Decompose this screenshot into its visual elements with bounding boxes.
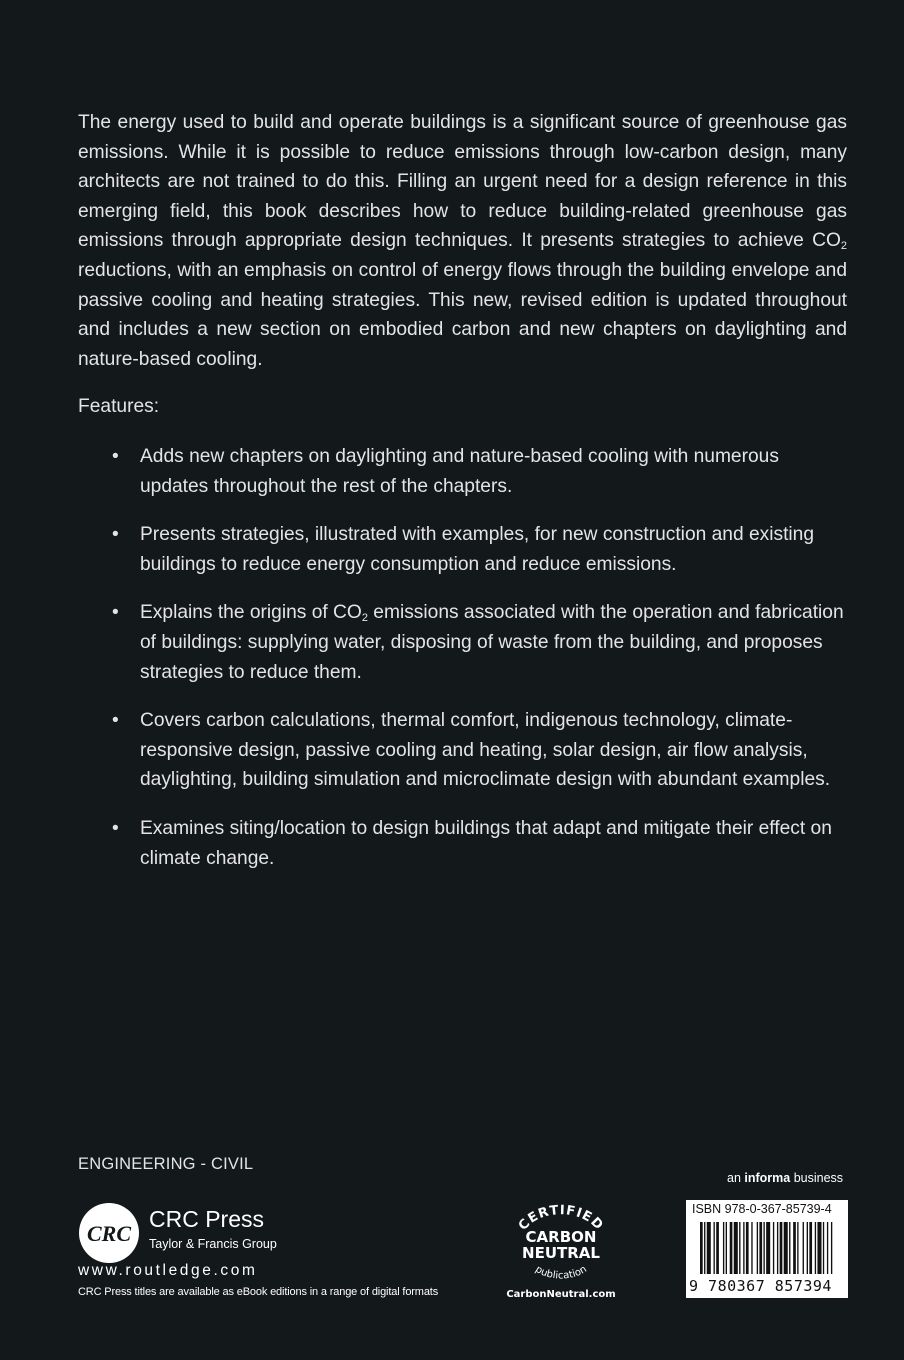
barcode-icon (686, 1222, 848, 1282)
barcode-bar (797, 1222, 798, 1274)
barcode-bar (707, 1222, 711, 1274)
barcode-bar (803, 1222, 804, 1274)
barcode-bar (777, 1222, 778, 1274)
bullet-icon: • (112, 602, 119, 624)
barcode-digits: 9 780367 857394 (689, 1277, 832, 1295)
list-item: • Examines siting/location to design buildings that adapt and mitigate their effect on climate change. (112, 814, 852, 873)
features-list (112, 442, 852, 892)
barcode-bar (757, 1222, 758, 1274)
informa-tagline: an informa business (727, 1171, 844, 1185)
barcode-bar (743, 1222, 744, 1274)
bullet-icon: • (112, 817, 119, 839)
barcode-bar (730, 1222, 733, 1274)
list-item: • Adds new chapters on daylighting and nature-based cooling with numerous updates throughout the rest of the chapters. (112, 442, 852, 501)
barcode-bar (823, 1222, 824, 1274)
list-item: • Covers carbon calculations, thermal comfort, indigenous technology, climate-responsive design, passive cooling and heating, solar design, air flow analysis, daylighting, building simulation and microclimate design with abundant examples. (112, 706, 852, 795)
barcode-bar (793, 1222, 796, 1274)
badge-line2: NEUTRAL (522, 1244, 600, 1262)
barcode-bar (734, 1222, 738, 1274)
barcode-bar (726, 1222, 727, 1274)
barcode-bar (780, 1222, 783, 1274)
isbn-label: ISBN 978-0-367-85739-4 (692, 1202, 832, 1216)
list-item: • Presents strategies, illustrated with examples, for new construction and existing buildings to reduce energy consumption and reduce emissions. (112, 520, 852, 579)
barcode-bar (815, 1222, 816, 1274)
barcode-bar (773, 1222, 774, 1274)
isbn-barcode (686, 1200, 848, 1298)
barcode-bar (831, 1222, 832, 1274)
barcode-bar (714, 1222, 715, 1274)
barcode-bar (759, 1222, 762, 1274)
publisher-group: Taylor & Francis Group (149, 1237, 277, 1251)
bullet-icon: • (112, 710, 119, 732)
barcode-bar (716, 1222, 719, 1274)
publisher-url[interactable]: www.routledge.com (78, 1262, 258, 1279)
svg-text:publication (533, 1264, 589, 1282)
bullet-icon: • (112, 446, 119, 467)
barcode-bar (784, 1222, 788, 1274)
ebook-note: CRC Press titles are available as eBook editions in a range of digital formats (78, 1286, 439, 1298)
barcode-bar (809, 1222, 812, 1274)
barcode-bar (739, 1222, 740, 1274)
barcode-bar (700, 1222, 703, 1274)
barcode-bar (723, 1222, 724, 1274)
barcode-bar (817, 1222, 821, 1274)
carbon-neutral-badge-icon (502, 1198, 620, 1302)
book-description: The energy used to build and operate buildings is a significant source of greenhouse gas emissions. While it is possible to reduce emissions through low-carbon design, many architects are not trained to do this. Filling an urgent need for a design reference in this emerging field, this book describes how to reduce building-related greenhouse gas emissions through appropriate design techniques. It presents strategies to achieve $CO_2$ reductions, with an emphasis on control of energy flows through the building envelope and passive cooling and heating strategies. This new, revised edition is updated throughout and includes a new section on embodied carbon and new chapters on daylighting and nature-based cooling. (78, 112, 847, 370)
barcode-bar (763, 1222, 764, 1274)
badge-line1: CARBON (525, 1228, 597, 1246)
badge-sub-word: publication (533, 1263, 589, 1282)
crc-logo-icon (78, 1202, 140, 1264)
barcode-bar (789, 1222, 790, 1274)
crc-logo-text: CRC (86, 1221, 132, 1246)
badge-top-word: CERTIFIED (515, 1203, 607, 1234)
barcode-bar (807, 1222, 808, 1274)
barcode-bar (746, 1222, 749, 1274)
barcode-bar (827, 1222, 828, 1274)
barcode-bar (766, 1222, 770, 1274)
barcode-bar (751, 1222, 752, 1274)
bullet-icon: • (112, 524, 119, 546)
list-item: • Explains the origins of $CO_2$ emissions associated with the operation and fabrication of buildings: supplying water, disposing of waste from the building, and proposes strategies to reduce them. (112, 598, 852, 687)
subject-category: ENGINEERING - CIVIL (78, 1155, 254, 1173)
badge-site: CarbonNeutral.com (506, 1289, 616, 1300)
publisher-name: CRC Press (149, 1206, 265, 1232)
barcode-bar (704, 1222, 705, 1274)
features-heading: Features: (78, 396, 160, 417)
